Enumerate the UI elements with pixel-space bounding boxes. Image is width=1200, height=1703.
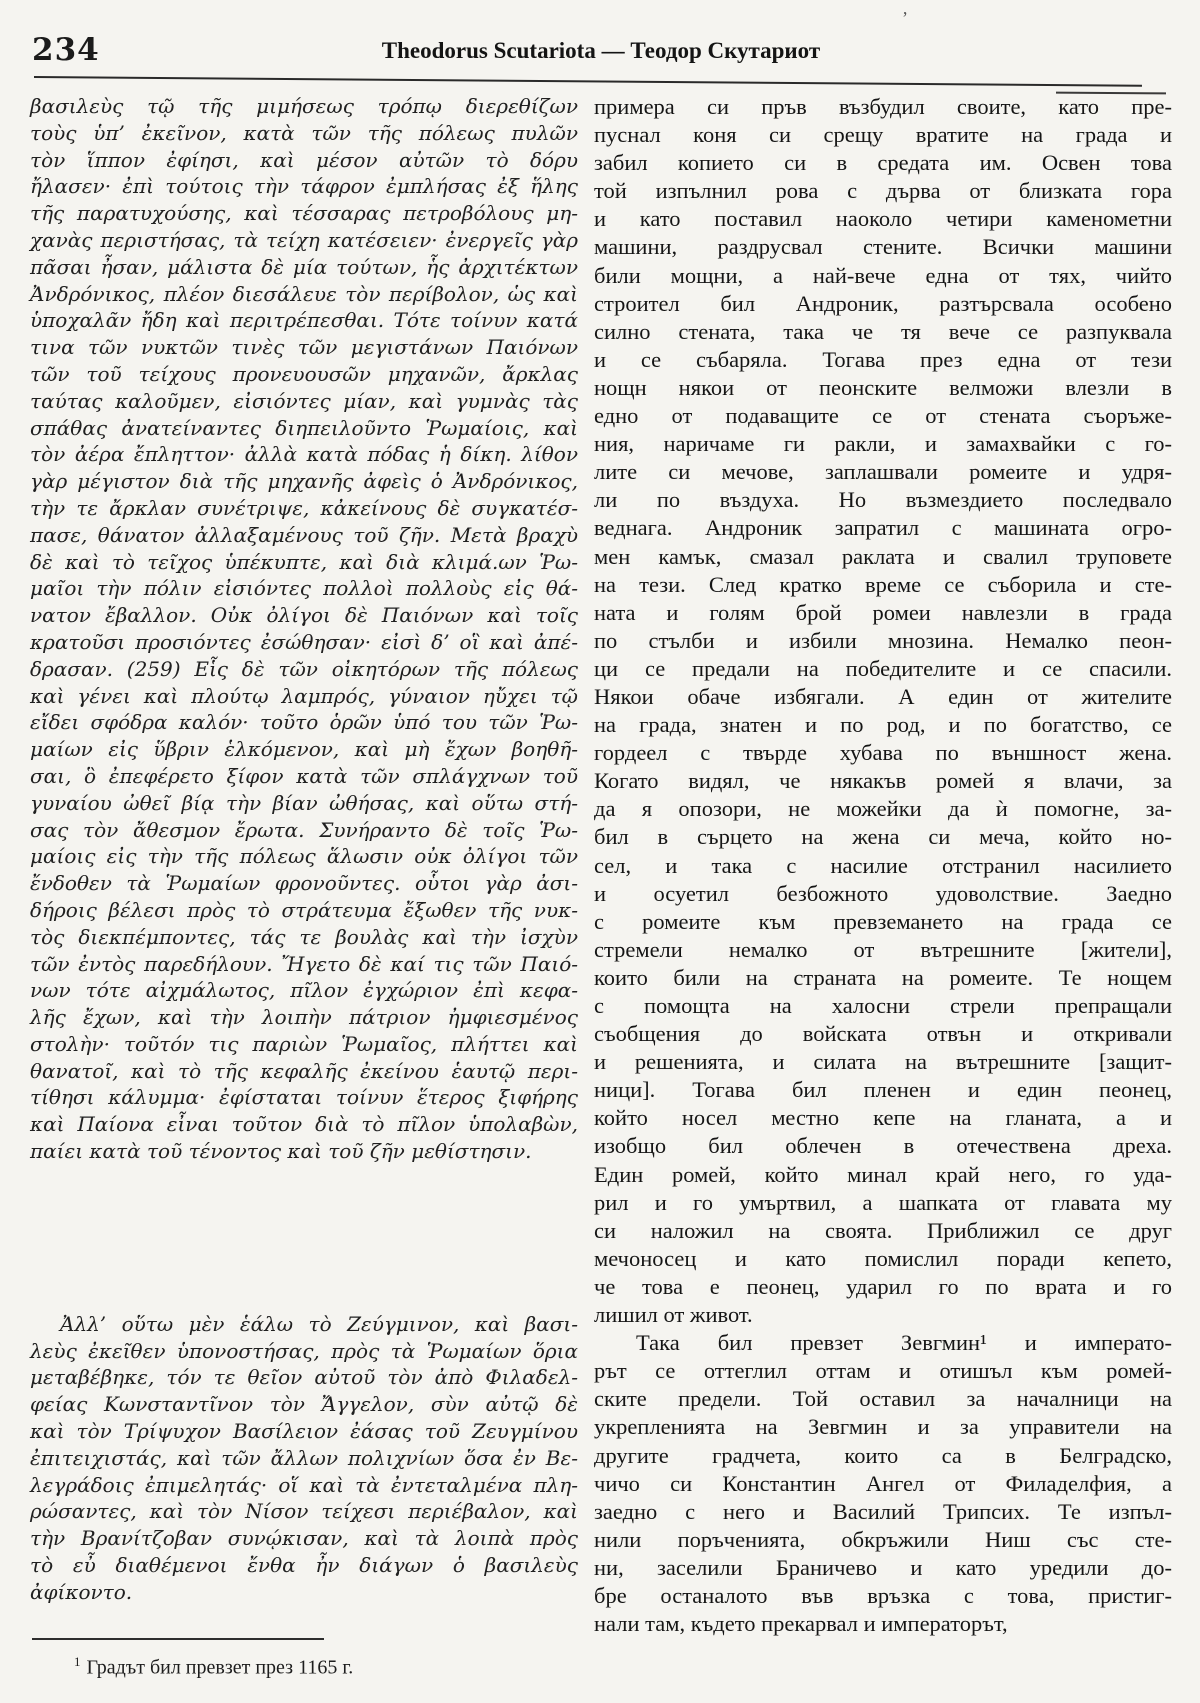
text-line: πασε, θάνατον ἀλλαξαμένους τοῦ ζῆν. Μετὰ βραχὺ	[30, 522, 578, 547]
footnote	[30, 1638, 578, 1680]
text-line: ли по въздуха. Но възмездието последвало	[594, 487, 1172, 513]
text-line: едно от подаващите се от стената съоръже-	[594, 403, 1172, 429]
text-line: νατον ἔβαλλον. Οὐκ ὀλίγοι δὲ Παιόνων καὶ τοῖς	[30, 603, 578, 628]
text-line: примера си пръв възбудил своите, като пре-	[594, 94, 1172, 119]
text-line: σαι, ὃ ἐπεφέρετο ξίφον κατὰ τῶν σπλάγχνων τοῦ	[30, 763, 578, 788]
text-line: τινα τῶν νυκτῶν τινὲς τῶν μεγιστάνων Παιόνων	[30, 335, 578, 360]
bulgarian-paragraph-2	[594, 1329, 1172, 1638]
text-line: τῆς παρατυχούσης, καὶ τέσσαρας πετροβόλους μη-	[30, 201, 578, 226]
scan-artifact-mark: ’	[902, 8, 908, 28]
page-header	[30, 18, 1172, 80]
text-line: Някои обаче избягали. А един от жителите	[594, 683, 1172, 709]
text-line: παίει κατὰ τοῦ τένοντος καὶ τοῦ ζῆν μεθίστησιν.	[30, 1139, 532, 1164]
text-line: сел, и така с насилие отстранил насилието	[594, 852, 1172, 878]
text-line: с ромеите към превземането на града се	[594, 908, 1172, 934]
text-line: καὶ τὸν Τρίψυχον Βασίλειον ἐάσας τοῦ Ζευγμίνου	[30, 1419, 578, 1444]
text-line: τίθησι κάλυμμα· ἐφίσταται τοίνυν ἕτερος ξιφήρης	[30, 1085, 578, 1110]
text-line: изобщо бил облечен в отечествена дреха.	[594, 1133, 1172, 1159]
text-line: заедно с него и Василий Трипсих. Те изпъл-	[594, 1498, 1172, 1524]
text-line: ἀφίκοντο.	[30, 1579, 133, 1604]
text-line: στολὴν· τοῦτόν τις παριὼν Ῥωμαῖος, πλήττει καὶ	[30, 1031, 578, 1056]
text-line: си наложил на своята. Приближил се друг	[594, 1217, 1172, 1243]
footnote-text	[30, 1654, 578, 1680]
text-line: гордеел с твърде хубава по външност жена.	[594, 740, 1172, 766]
text-line: чичо си Константин Ангел от Филаделфия, а	[594, 1470, 1172, 1496]
text-line: νων τότε αἰχμάλωτος, πῖλον ἐγχώριον ἐπὶ κεφα-	[30, 978, 578, 1003]
text-line: λῆς ἔχων, καὶ τὴν λοιπὴν πάτριον ἠμφιεσμένος	[30, 1005, 578, 1030]
text-line: да я опозори, не можейки да ѝ помогне, за-	[594, 796, 1172, 822]
text-line: ци се предали на победителите и се спасили.	[594, 655, 1172, 681]
header-rule	[34, 76, 1142, 87]
text-line: на града, знатен и по род, и по богатство, се	[594, 712, 1172, 738]
text-line: машини, раздрусвал стените. Всички машини	[594, 234, 1172, 260]
text-line: и осуетил безбожното удоволствие. Заедно	[594, 880, 1172, 906]
text-line: ната и голям брой ромеи навлезли в града	[594, 599, 1172, 625]
text-line: мечоносец и като помислил поради кепето,	[594, 1245, 1172, 1271]
text-line: τὸ εὖ διαθέμενοι ἔνθα ἦν διάγων ὁ βασιλεὺς	[30, 1553, 578, 1578]
text-line: ταύτας καλοῦμεν, εἰσιόντες μίαν, καὶ γυμνὰς τὰς	[30, 388, 578, 413]
text-line: строител бил Андроник, разтърсвала особено	[594, 290, 1172, 316]
text-line: ὑποχαλᾶν ἤδη καὶ περιτρέπεσθαι. Τότε τοίνυν κατά	[30, 308, 578, 333]
text-line: нили поръченията, обкръжили Ниш със сте-	[594, 1526, 1172, 1552]
text-line: бил в сърцето на жена си меча, който но-	[594, 824, 1172, 850]
greek-paragraph-2	[30, 1311, 578, 1606]
text-line: ἔνδοθεν τὰ Ῥωμαίων φρονοῦντες. οὗτοι γὰρ ἀσι-	[30, 871, 578, 896]
text-line: съобщения до войската отвън и откривали	[594, 1021, 1172, 1047]
text-line: мен камък, смазал раклата и свалил труповете	[594, 543, 1172, 569]
text-line: μεταβέβηκε, τόν τε θεῖον αὐτοῦ τὸν ἀπὸ Φιλαδελ-	[30, 1365, 578, 1390]
text-line: силно стената, така че тя вече се разпуквала	[594, 318, 1172, 344]
text-line: τὴν Βρανίτζοβαν συνῴκισαν, καὶ τὰ λοιπὰ πρὸς	[30, 1526, 578, 1551]
text-line: καὶ γένει καὶ πλούτῳ λαμπρός, γύναιον ηὔχει τῷ	[30, 683, 578, 708]
text-line: забил копието си в средата им. Освен това	[594, 150, 1172, 176]
text-line: δὲ καὶ τὸ τεῖχος ὑπέκυπτε, καὶ διὰ κλιμά.ων Ῥω-	[30, 549, 578, 574]
text-line: по стълби и избили мнозина. Немалко пеон-	[594, 627, 1172, 653]
text-line: нощн някои от пеонските велможи влезли в	[594, 374, 1172, 400]
text-line: веднага. Андроник запратил с машината огро-	[594, 515, 1172, 541]
text-line: φείας Κωνσταντῖνον τὸν Ἄγγελον, σὺν αὐτῷ δὲ	[30, 1392, 578, 1417]
text-line: които били на страната на ромеите. Те нощем	[594, 964, 1172, 990]
text-line: τὸς διεκπέμποντες, τάς τε βουλὰς καὶ τὴν ἰσχὺν	[30, 924, 578, 949]
text-line: били мощни, а най-вече една от тях, чийто	[594, 262, 1172, 288]
text-line: рил и го умъртвил, а шапката от главата му	[594, 1189, 1172, 1215]
text-line: σπάθας ἀνατείναντες διηπειλοῦντο Ῥωμαίοις, καὶ	[30, 415, 578, 440]
text-line: лишил от живот.	[594, 1302, 753, 1328]
text-line: и се събаряла. Тогава през една от тези	[594, 346, 1172, 372]
text-line: τὴν τε ἄρκλαν συνέτριψε, κἀκείνους δὲ συγκατέσ-	[30, 495, 578, 520]
text-line: и като поставил наоколо четири каменометни	[594, 206, 1172, 232]
text-line: ските предели. Той оставил за началници на	[594, 1386, 1172, 1412]
text-line: μαίων εἰς ὕβριν ἑλκόμενον, καὶ μὴ ἔχων βοηθῆ-	[30, 737, 578, 762]
text-line: λεὺς ἐκεῖθεν ὑπονοστήσας, πρὸς τὰ Ῥωμαίων ὅρια	[30, 1338, 578, 1363]
text-line: нали там, където прекарвал и императорът,	[594, 1611, 1008, 1637]
text-line: τῶν τοῦ τείχους προνευουσῶν μηχανῶν, ἄρκλας	[30, 361, 578, 386]
text-line: ρώσαντες, καὶ τὸν Νίσον τείχεσι περιέβαλον, καὶ	[30, 1499, 578, 1524]
text-line: другите градчета, които са в Белградско,	[594, 1442, 1172, 1468]
text-line: πᾶσαι ἦσαν, μάλιστα δὲ μία τούτων, ἧς ἀρχιτέκτων	[30, 254, 578, 279]
text-line: χανὰς περιστήσας, τὰ τείχη κατέσειεν· ἐνεργεῖς γὰρ	[30, 227, 578, 252]
text-line: ници]. Тогава бил пленен и един пеонец,	[594, 1077, 1172, 1103]
text-line: Ἀλλ’ οὕτω μὲν ἑάλω τὸ Ζεύγμινον, καὶ βασι-	[60, 1311, 578, 1336]
text-line: βασιλεὺς τῷ τῆς μιμήσεως τρόπῳ διερεθίζων	[30, 94, 578, 118]
text-line: с помощта на халосни стрели препращали	[594, 993, 1172, 1018]
two-column-text	[30, 93, 1172, 1679]
text-line: Така бил превзет Зевгмин¹ и императо-	[636, 1330, 1172, 1356]
bulgarian-paragraph-1	[594, 93, 1172, 1329]
text-line: лите си мечове, заплашвали ромеите и удря-	[594, 459, 1172, 485]
page-number: 234	[32, 32, 100, 68]
text-line: τὸν ἵππον ἐφίησι, καὶ μέσον αὐτῶν τὸ δόρυ	[30, 147, 578, 172]
greek-paragraph-1	[30, 93, 578, 1165]
text-line: καὶ Παίονα εἶναι τοῦτον διὰ τὸ πῖλον ὑπολαβὼν,	[30, 1112, 578, 1137]
footnote-marker: 1	[74, 1653, 81, 1669]
footnote-rule	[32, 1638, 324, 1640]
footnote-body: Градът бил превзет през 1165 г.	[86, 1656, 354, 1679]
greek-text-column	[30, 93, 578, 1679]
text-line: σας τὸν ἄθεσμον ἔρωτα. Συνήραντο δὲ τοῖς Ῥω-	[30, 817, 578, 842]
text-line: δρασαν. (259) Εἷς δὲ τῶν οἰκητόρων τῆς πόλεως	[30, 656, 578, 681]
text-line: укрепленията на Зевгмин и за управители на	[594, 1414, 1172, 1440]
text-line: ни, заселили Браничево и като уредили до-	[594, 1554, 1172, 1580]
text-line: κρατοῦσι προσιόντες ἐσώθησαν· εἰσὶ δ’ οἳ καὶ ἀπέ-	[30, 629, 578, 654]
text-line: ἐπιτειχιστάς, καὶ τῶν ἄλλων πολιχνίων ὅσα ἐν Βε-	[30, 1445, 578, 1470]
text-line: и решенията, и силата на вътрешните [защит-	[594, 1049, 1172, 1075]
text-line: Един ромей, който минал край него, го уда-	[594, 1161, 1172, 1187]
text-line: τοὺς ὑπ’ ἐκεῖνον, κατὰ τῶν τῆς πόλεως πυλῶν	[30, 120, 578, 145]
text-line: δήροις βέλεσι πρὸς τὸ στράτευμα ἔξωθεν τῆς νυκ-	[30, 897, 578, 922]
text-line: че това е пеонец, ударил го по врата и го	[594, 1273, 1172, 1299]
text-line: той изпълнил рова с дърва от близката гора	[594, 178, 1172, 204]
text-line: ния, наричаме ги ракли, и замахвайки с го-	[594, 431, 1172, 457]
text-line: θανατοῖ, καὶ τὸ τῆς κεφαλῆς ἐκείνου ἑαυτῷ περι-	[30, 1058, 578, 1083]
text-line: μαίοις εἰς τὴν τῆς πόλεως ἅλωσιν οὐκ ὀλίγοι τῶν	[30, 844, 578, 869]
text-line: бре останалото във връзка с това, пристиг-	[594, 1582, 1172, 1608]
text-line: стремели немалко от вътрешните [жители],	[594, 936, 1172, 962]
text-line: τὸν ἀέρα ἔπληττον· ἀλλὰ κατὰ πόδας ἡ δίκη. λίθον	[30, 442, 578, 467]
text-line: τῶν ἐντὸς παρεδήλουν. Ἤγετο δὲ καί τις τῶν Παιό-	[30, 951, 578, 976]
text-line: на тези. След кратко време се съборила и сте-	[594, 571, 1172, 597]
text-line: ἤλασεν· ἐπὶ τούτοις τὴν τάφρον ἐμπλήσας ἐξ ἥλης	[30, 174, 578, 199]
text-line: Когато видял, че някакъв ромей я влачи, за	[594, 768, 1172, 794]
bulgarian-text-column	[594, 93, 1172, 1679]
text-line: Ἀνδρόνικος, πλέον διεσάλευε τὸν περίβολον, ὡς καὶ	[30, 281, 578, 306]
header-title: Theodorus Scutariota — Теодор Скутариот	[381, 38, 821, 63]
text-line: μαῖοι τὴν πόλιν εἰσιόντες πολλοὶ πολλοὺς εἰς θά-	[30, 576, 578, 601]
text-line: εἴδει σφόδρα καλόν· τοῦτο ὁρῶν ὑπό του τῶν Ῥω-	[30, 710, 578, 735]
text-line: рът се оттеглил оттам и отишъл към ромей-	[594, 1358, 1172, 1384]
text-line: γὰρ μέγιστον διὰ τῆς μηχανῆς ἀφεὶς ὁ Ἀνδρόνικος,	[30, 469, 578, 494]
text-line: който носел местно кепе на гланата, а и	[594, 1105, 1172, 1131]
text-line: γυναίου ὠθεῖ βίᾳ τὴν βίαν ὠθήσας, καὶ οὕτω στή-	[30, 790, 578, 815]
text-line: λεγράδοις ἐπιμελητάς· οἵ καὶ τὰ ἐντεταλμένα πλη-	[30, 1472, 578, 1497]
text-line: пуснал коня си срещу вратите на града и	[594, 122, 1172, 148]
